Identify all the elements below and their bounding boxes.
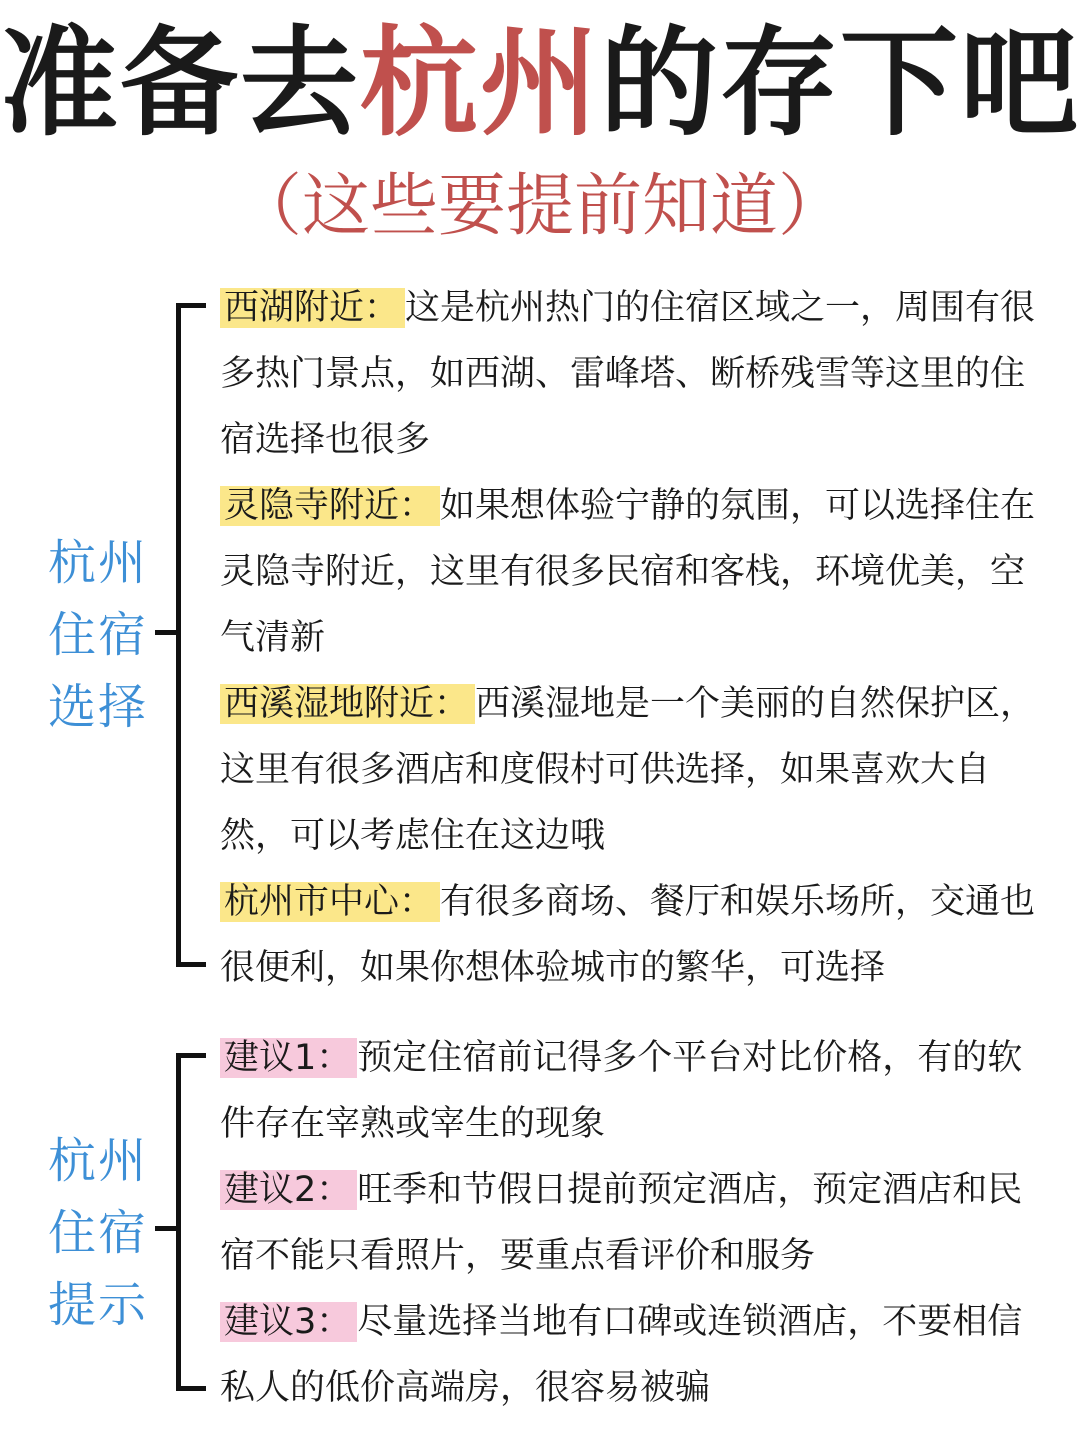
bracket-middle-tick — [155, 1226, 181, 1231]
bracket-middle-tick — [155, 630, 181, 635]
list-item — [220, 1025, 1050, 1157]
page-title — [0, 14, 1080, 152]
title-suffix: 的存下吧 — [600, 14, 1080, 152]
section-label-line: 选择 — [48, 679, 149, 735]
bracket-bottom-tick — [176, 1386, 206, 1391]
highlight-tag: 杭州市中心： — [220, 882, 440, 922]
highlight-tag: 建议3： — [220, 1302, 357, 1342]
list-item — [220, 473, 1050, 671]
title-prefix: 准备去 — [0, 14, 361, 152]
list-item — [220, 275, 1050, 473]
list-item — [220, 1289, 1050, 1421]
list-item — [220, 869, 1050, 1001]
highlight-tag: 建议1： — [220, 1038, 357, 1078]
section-label-line: 提示 — [48, 1277, 149, 1333]
title-accent-city: 杭州 — [360, 14, 601, 152]
section-label-choice — [48, 527, 158, 743]
bracket-bottom-tick — [176, 962, 206, 967]
item-text: 旺季和节假日提前预定酒店，预定酒店和民宿不能只看照片，要重点看评价和服务 — [220, 1170, 1023, 1276]
item-text: 这是杭州热门的住宿区域之一，周围有很多热门景点，如西湖、雷峰塔、断桥残雪等这里的住宿选择也很多 — [220, 288, 1036, 460]
item-text: 有很多商场、餐厅和娱乐场所，交通也很便利，如果你想体验城市的繁华，可选择 — [220, 882, 1036, 988]
highlight-tag: 西湖附近： — [220, 288, 405, 328]
bracket-top-tick — [176, 1053, 206, 1058]
item-text: 如果想体验宁静的氛围，可以选择住在灵隐寺附近，这里有很多民宿和客栈，环境优美，空气清新 — [220, 486, 1036, 658]
highlight-tag: 建议2： — [220, 1170, 357, 1210]
page-subtitle: （这些要提前知道） — [233, 167, 846, 246]
highlight-tag: 西溪湿地附近： — [220, 684, 475, 724]
section-label-tips — [48, 1125, 158, 1341]
section-label-line: 杭州 — [48, 1133, 149, 1189]
list-item — [220, 1157, 1050, 1289]
item-text: 西溪湿地是一个美丽的自然保护区，这里有很多酒店和度假村可供选择，如果喜欢大自然，可以考虑住在这边哦 — [220, 684, 1036, 856]
bracket-line — [176, 1053, 181, 1391]
choice-list — [220, 275, 1050, 1001]
item-text: 尽量选择当地有口碑或连锁酒店，不要相信私人的低价高端房，很容易被骗 — [220, 1302, 1023, 1408]
highlight-tag: 灵隐寺附近： — [220, 486, 440, 526]
section-label-line: 住宿 — [48, 1205, 149, 1261]
section-label-line: 杭州 — [48, 535, 149, 591]
item-text: 预定住宿前记得多个平台对比价格，有的软件存在宰熟或宰生的现象 — [220, 1038, 1023, 1144]
bracket-line — [176, 303, 181, 967]
list-item — [220, 671, 1050, 869]
tips-list — [220, 1025, 1050, 1421]
section-label-line: 住宿 — [48, 607, 149, 663]
bracket-top-tick — [176, 303, 206, 308]
